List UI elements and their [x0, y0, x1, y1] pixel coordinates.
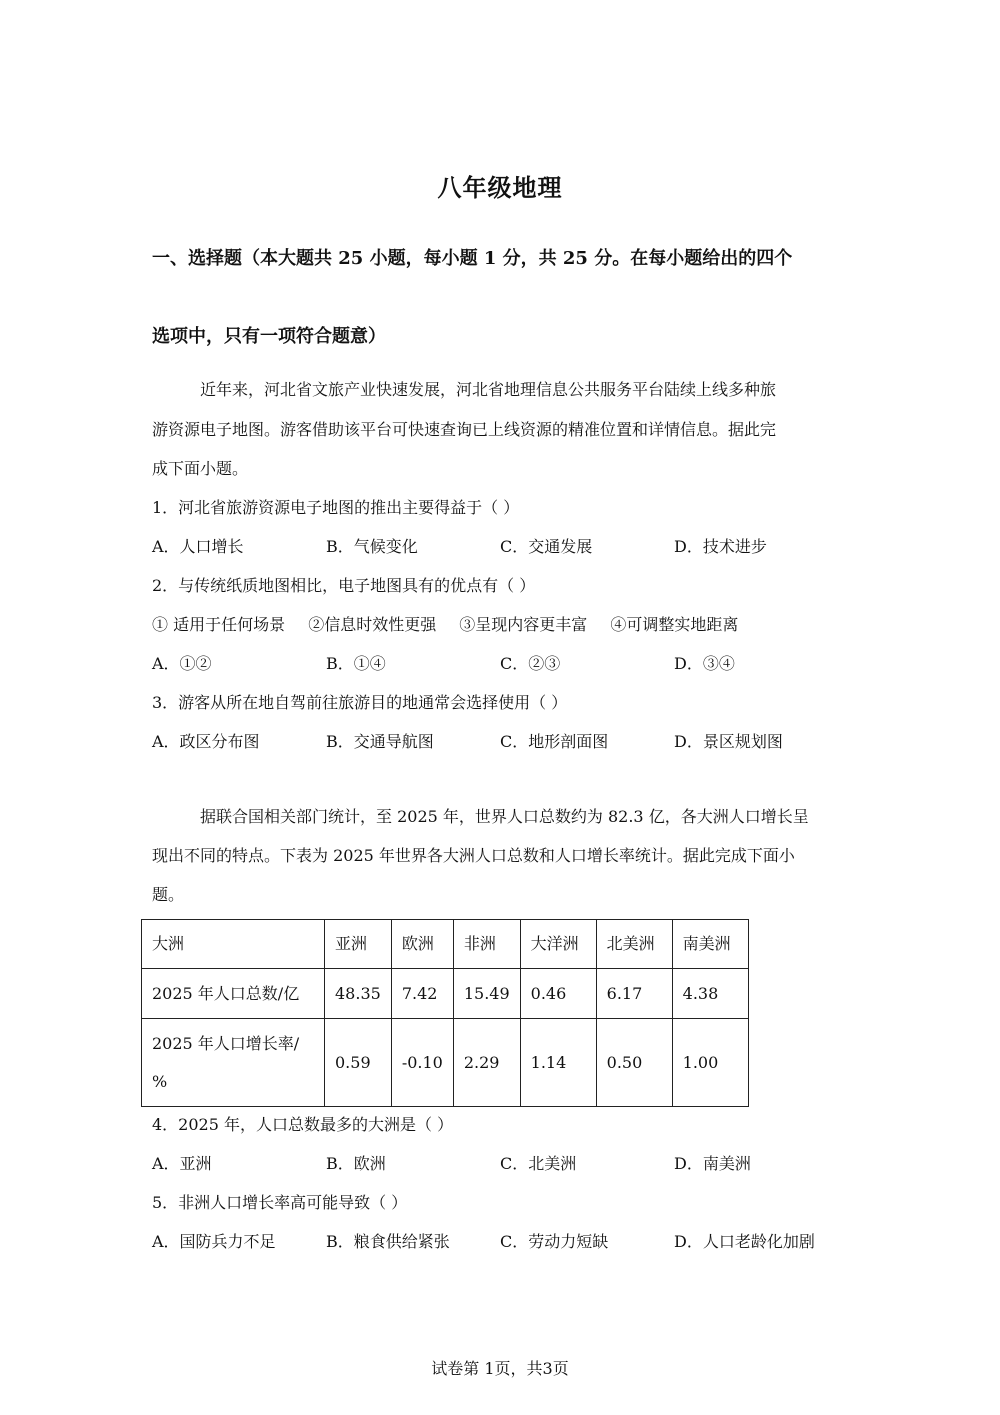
option-d[interactable]: D．景区规划图: [674, 732, 783, 751]
passage-1-line: 成下面小题。: [152, 459, 249, 478]
option-d[interactable]: D．③④: [674, 654, 735, 673]
table-cell: 1.00: [672, 1019, 748, 1107]
page-title: 八年级地理: [437, 173, 563, 202]
question-stem: 2．与传统纸质地图相比，电子地图具有的优点有（ ）: [152, 576, 536, 595]
option-a[interactable]: A．政区分布图: [152, 732, 260, 751]
statement-4: ④可调整实地距离: [610, 615, 739, 634]
table-cell: 15.49: [453, 969, 520, 1019]
table-cell: 4.38: [672, 969, 748, 1019]
passage-1-line: 游资源电子地图。游客借助该平台可快速查询已上线资源的精准位置和详情信息。据此完: [152, 420, 777, 439]
option-d[interactable]: D．人口老龄化加剧: [674, 1232, 815, 1251]
table-cell: 2025 年人口总数/亿: [142, 969, 325, 1019]
table-cell: 0.59: [325, 1019, 392, 1107]
row-label-line: %: [152, 1071, 168, 1091]
passage-2-line: 据联合国相关部门统计，至 2025 年，世界人口总数约为 82.3 亿，各大洲人口增长呈: [200, 807, 809, 826]
passage-1-line: 近年来，河北省文旅产业快速发展，河北省地理信息公共服务平台陆续上线多种旅: [200, 380, 777, 399]
options-row: [152, 1229, 852, 1253]
page-footer: 试卷第 1页，共3页: [431, 1359, 569, 1378]
table-cell: 6.17: [596, 969, 672, 1019]
option-b[interactable]: B．欧洲: [326, 1154, 386, 1173]
table-cell: 7.42: [391, 969, 453, 1019]
option-c[interactable]: C．交通发展: [500, 537, 593, 556]
option-c[interactable]: C．北美洲: [500, 1154, 577, 1173]
option-b[interactable]: B．①④: [326, 654, 386, 673]
table-cell: 南美洲: [672, 920, 748, 969]
table-cell: 0.46: [520, 969, 596, 1019]
section-heading-line1: 一、选择题（本大题共 25 小题，每小题 1 分，共 25 分。在每小题给出的四个: [152, 248, 793, 269]
options-row: [152, 534, 852, 558]
option-d[interactable]: D．技术进步: [674, 537, 767, 556]
options-row: [152, 651, 852, 675]
option-c[interactable]: C．劳动力短缺: [500, 1232, 609, 1251]
table-cell: 亚洲: [325, 920, 392, 969]
option-b[interactable]: B．气候变化: [326, 537, 418, 556]
statements-row: [152, 612, 756, 635]
statement-3: ③呈现内容更丰富: [459, 615, 588, 634]
options-row: [152, 1151, 852, 1175]
table-cell: 欧洲: [391, 920, 453, 969]
table-cell: 大洲: [142, 920, 325, 969]
table-row: [142, 1019, 749, 1107]
table-cell: 非洲: [453, 920, 520, 969]
question-stem: 1．河北省旅游资源电子地图的推出主要得益于（ ）: [152, 498, 520, 517]
table-cell: 大洋洲: [520, 920, 596, 969]
option-a[interactable]: A．①②: [152, 654, 212, 673]
table-cell: 48.35: [325, 969, 392, 1019]
table-row: [142, 969, 749, 1019]
option-b[interactable]: B．交通导航图: [326, 732, 434, 751]
table-cell: 0.50: [596, 1019, 672, 1107]
option-a[interactable]: A．国防兵力不足: [152, 1232, 276, 1251]
option-a[interactable]: A．亚洲: [152, 1154, 212, 1173]
question-stem: 5．非洲人口增长率高可能导致（ ）: [152, 1193, 408, 1212]
option-b[interactable]: B．粮食供给紧张: [326, 1232, 450, 1251]
table-cell: [142, 1019, 325, 1107]
option-c[interactable]: C．地形剖面图: [500, 732, 609, 751]
question-stem: 3．游客从所在地自驾前往旅游目的地通常会选择使用（ ）: [152, 693, 568, 712]
table-header-row: [142, 920, 749, 969]
table-cell: 北美洲: [596, 920, 672, 969]
population-table: [141, 919, 749, 1107]
row-label-line: 2025 年人口增长率/: [152, 1033, 300, 1053]
option-d[interactable]: D．南美洲: [674, 1154, 751, 1173]
passage-2-line: 题。: [152, 885, 185, 904]
option-c[interactable]: C．②③: [500, 654, 561, 673]
statement-1: ① 适用于任何场景: [152, 615, 286, 634]
option-a[interactable]: A．人口增长: [152, 537, 244, 556]
table-cell: 2.29: [453, 1019, 520, 1107]
question-stem: 4．2025 年，人口总数最多的大洲是（ ）: [152, 1115, 454, 1134]
table-cell: -0.10: [391, 1019, 453, 1107]
table-cell: 1.14: [520, 1019, 596, 1107]
statement-2: ②信息时效性更强: [308, 615, 437, 634]
section-heading-line2: 选项中，只有一项符合题意）: [152, 326, 386, 347]
passage-2-line: 现出不同的特点。下表为 2025 年世界各大洲人口总数和人口增长率统计。据此完成下面小: [152, 846, 795, 865]
options-row: [152, 729, 852, 753]
